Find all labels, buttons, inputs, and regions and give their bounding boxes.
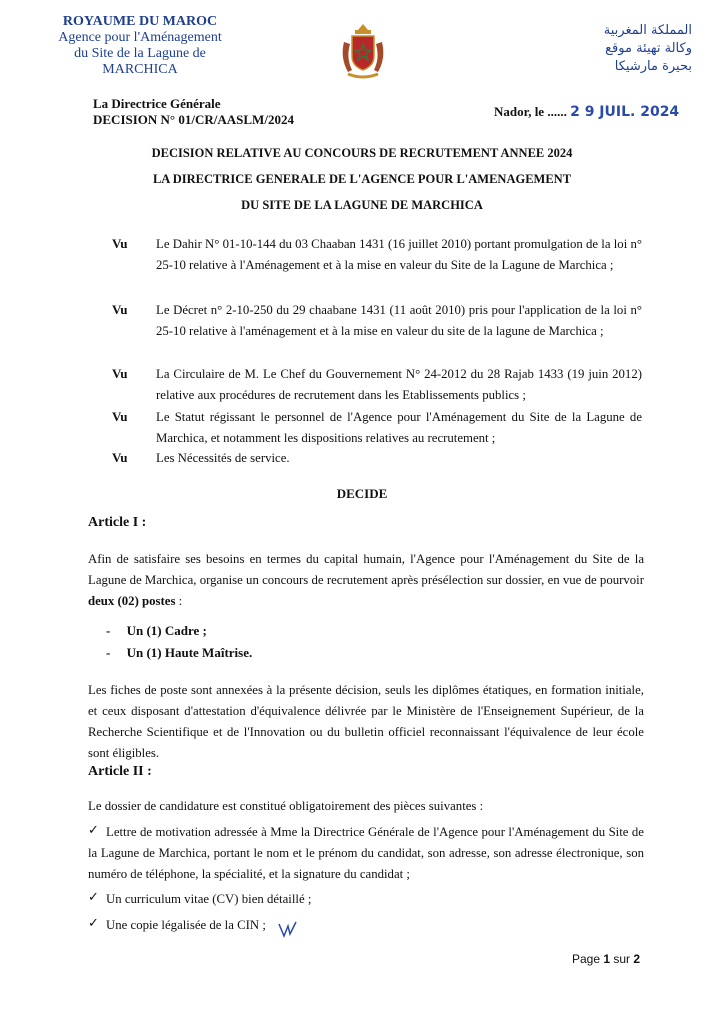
agency-header-ar [532,22,692,76]
article-1-text: Afin de satisfaire ses besoins en termes du capital humain, l'Agence pour l'Aménagement du Site de la Lagune de Marchica, organise un concours de recrutement après présélection sur dossier, en vue de pourvoir [88,552,644,587]
document-item: Un curriculum vitae (CV) bien détaillé ; [106,892,312,906]
agency-line-3: MARCHICA [102,62,178,77]
agency-line-ar-2: بحيرة مارشيكا [614,59,692,74]
vu-clause: Les Nécessités de service. [156,451,290,465]
date-stamp: 2 9 JUIL. 2024 [570,104,680,120]
vu-clause: Le Décret n° 2-10-250 du 29 chaabane 1431 (11 août 2010) pris pour l'application de la loi n° 25-10 relative à l'aménagement et à la mise en valeur du site de la lagune de Marchica ; [156,303,642,338]
post-cadre: Un (1) Cadre ; [126,623,207,638]
checkmark-icon: ✓ [88,822,99,837]
agency-line-ar-1: وكالة تهيئة موقع [605,41,692,56]
article-1-paragraph [88,549,644,612]
list-item: - Un (1) Haute Maîtrise. [106,645,253,660]
initials-signature-icon [276,918,300,940]
agency-line-2: du Site de la Lagune de [74,46,206,61]
article-1-colon: : [175,594,183,608]
issuer-title: La Directrice Générale [93,96,221,111]
vu-label: Vu [112,409,128,424]
eligibility-paragraph: Les fiches de poste sont annexées à la présente décision, seuls les diplômes étatiques, en formation initiale, et ceux disposant d'attestation d'équivalence délivrée par le Ministère de l'Enseignement Supérieur, de la Recherche Scientifique et de l'Innovation ou du bulletin officiel reconnaissant l'équivalence de leur école sont éligibles. [88,683,644,760]
agency-line-1: Agence pour l'Aménagement [58,30,222,45]
article-1-title: Article I : [88,515,147,530]
vu-label: Vu [112,302,128,317]
vu-clause: La Circulaire de M. Le Chef du Gouvernement N° 24-2012 du 28 Rajab 1433 (19 juin 2012) relative aux procédures de recrutement dans les Etablissements publics ; [156,367,642,402]
page-number [572,952,640,966]
decision-title-2: LA DIRECTRICE GENERALE DE L'AGENCE POUR L'AMENAGEMENT [152,172,572,186]
vu-label: Vu [112,366,128,381]
post-haute-maitrise: Un (1) Haute Maîtrise. [126,645,253,660]
kingdom-label: ROYAUME DU MAROC [62,14,218,29]
decision-reference: DECISION N° 01/CR/AASLM/2024 [93,112,294,127]
page-total: 2 [633,952,641,966]
article-2-title: Article II : [88,764,152,779]
page-prefix: Page [572,952,604,966]
decision-title-1: DECISION RELATIVE AU CONCOURS DE RECRUTEMENT ANNEE 2024 [151,146,573,160]
page-mid: sur [610,952,634,966]
posts-count: deux (02) postes [88,594,176,608]
coat-of-arms-icon [338,22,388,80]
vu-label: Vu [112,236,128,251]
agency-header-fr [40,14,240,78]
checkmark-icon: ✓ [88,889,99,904]
document-item: Une copie légalisée de la CIN ; [106,918,266,932]
vu-clause: Le Statut régissant le personnel de l'Agence pour l'Aménagement du Site de la Lagune de Marchica, et notamment les dispositions relatives au recrutement ; [156,410,642,445]
kingdom-label-ar: المملكة المغربية [603,23,692,38]
vu-label: Vu [112,450,128,465]
checkmark-icon: ✓ [88,915,99,930]
page-current: 1 [603,952,611,966]
date-prefix: Nador, le ...... [494,104,567,119]
decide-heading: DECIDE [336,486,388,501]
decision-title-3: DU SITE DE LA LAGUNE DE MARCHICA [241,198,483,212]
issuer-block [93,96,294,128]
document-item: Lettre de motivation adressée à Mme la Directrice Générale de l'Agence pour l'Aménagement du Site de la Lagune de Marchica, portant le nom et le prénom du candidat, son adresse, son adresse électronique, son numéro de téléphone, la spécialité, et la signature du candidat ; [88,825,644,881]
list-item: - Un (1) Cadre ; [106,623,207,638]
article-2-intro: Le dossier de candidature est constitué obligatoirement des pièces suivantes : [88,799,484,813]
vu-clause: Le Dahir N° 01-10-144 du 03 Chaaban 1431 (16 juillet 2010) portant promulgation de la loi n° 25-10 relative à l'Aménagement et à la mise en valeur du Site de la Lagune de Marchica ; [156,237,642,272]
date-line [494,104,679,120]
